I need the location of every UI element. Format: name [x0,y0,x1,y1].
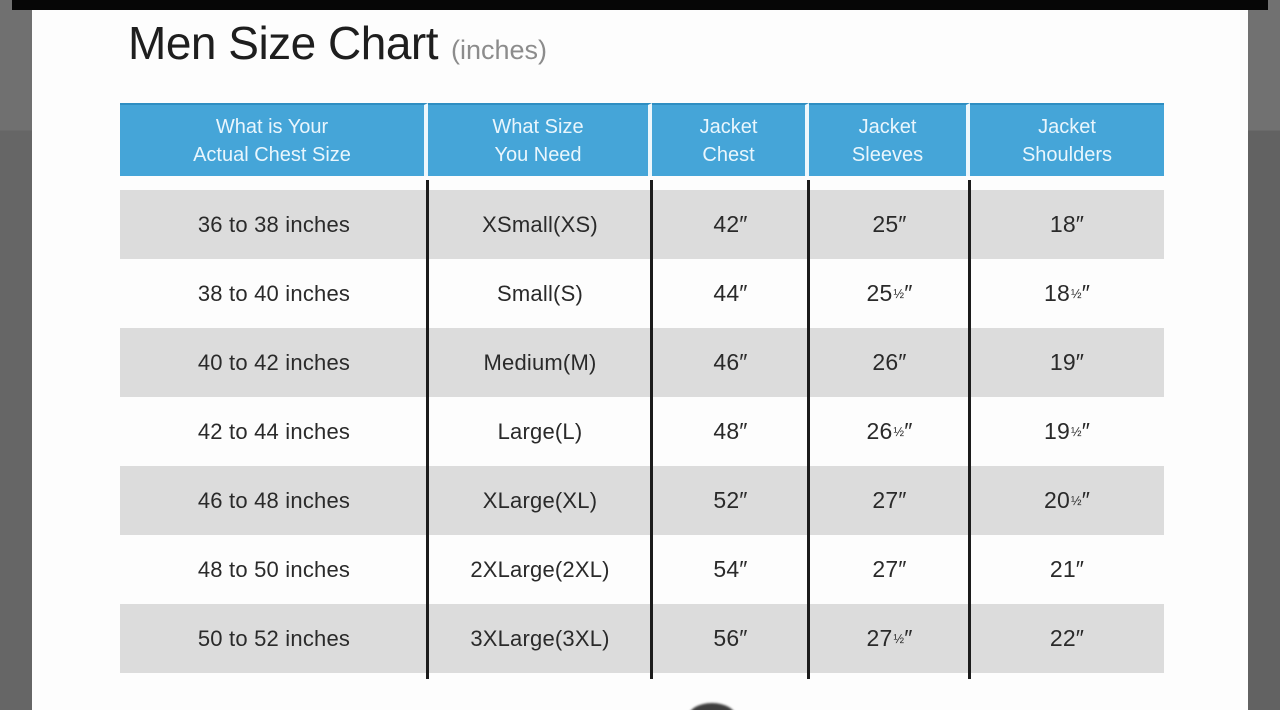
table-cell: 44″ [713,280,748,306]
table-row [120,535,1164,604]
table-cell: 38 to 40 inches [197,280,351,306]
table-row [120,466,1164,535]
table-cell: 26 ½ ″ [866,418,913,444]
header-size-you-need: What Size You Need [428,103,652,176]
column-divider [807,180,810,679]
column-divider [650,180,653,679]
title-unit-note: (inches) [451,35,548,65]
table-cell: 19 ½ ″ [1043,418,1091,444]
table-cell: 21″ [1049,556,1085,582]
table-cell: 56″ [713,625,748,651]
table-row [120,259,1164,328]
table-cell: 42″ [713,211,748,237]
table-cell: 25 ½ ″ [866,280,913,306]
table-cell: 48″ [713,418,748,444]
column-divider [968,180,971,679]
table-cell: 18″ [1049,211,1085,237]
table-cell: 40 to 42 inches [197,349,351,375]
header-jacket-chest: Jacket Chest [652,103,809,176]
top-letterbox-bar [12,0,1268,10]
table-cell: 52″ [713,487,748,513]
table-cell: XLarge(XL) [482,487,598,513]
table-cell: 27 ½ ″ [866,625,913,651]
page-title [128,14,547,72]
size-chart-table [120,103,1164,679]
table-cell: 54″ [713,556,748,582]
left-edge-strip [0,0,32,710]
table-row [120,328,1164,397]
table-cell: 26″ [872,349,907,375]
bottom-cutoff-mark [688,703,736,710]
table-cell: Small(S) [497,280,583,306]
table-cell: 27″ [872,487,907,513]
header-row-gap [120,176,1164,190]
table-cell: 25″ [872,211,907,237]
table-cell: XSmall(XS) [482,211,598,237]
table-cell: 2XLarge(2XL) [470,556,610,582]
table-cell: 42 to 44 inches [197,418,351,444]
table-cell: 18 ½ ″ [1043,280,1091,306]
table-cell: 20 ½ ″ [1043,487,1091,513]
header-jacket-sleeves: Jacket Sleeves [809,103,970,176]
title-text: Men Size Chart [128,17,439,69]
table-cell: 22″ [1049,625,1085,651]
table-cell: 46″ [713,349,748,375]
table-row [120,604,1164,673]
table-cell: Large(L) [497,418,583,444]
table-cell: 50 to 52 inches [197,625,351,651]
column-divider [426,180,429,679]
table-cell: 36 to 38 inches [197,211,351,237]
table-row [120,190,1164,259]
table-cell: 27″ [872,556,907,582]
header-jacket-shoulders: Jacket Shoulders [970,103,1164,176]
table-row [120,397,1164,466]
table-cell: 19″ [1049,349,1085,375]
table-cell: 3XLarge(3XL) [470,625,610,651]
right-edge-strip [1248,0,1280,710]
table-header-row [120,103,1164,176]
table-cell: 46 to 48 inches [197,487,351,513]
header-actual-chest-size: What is Your Actual Chest Size [120,103,428,176]
table-cell: Medium(M) [483,349,597,375]
table-cell: 48 to 50 inches [197,556,351,582]
